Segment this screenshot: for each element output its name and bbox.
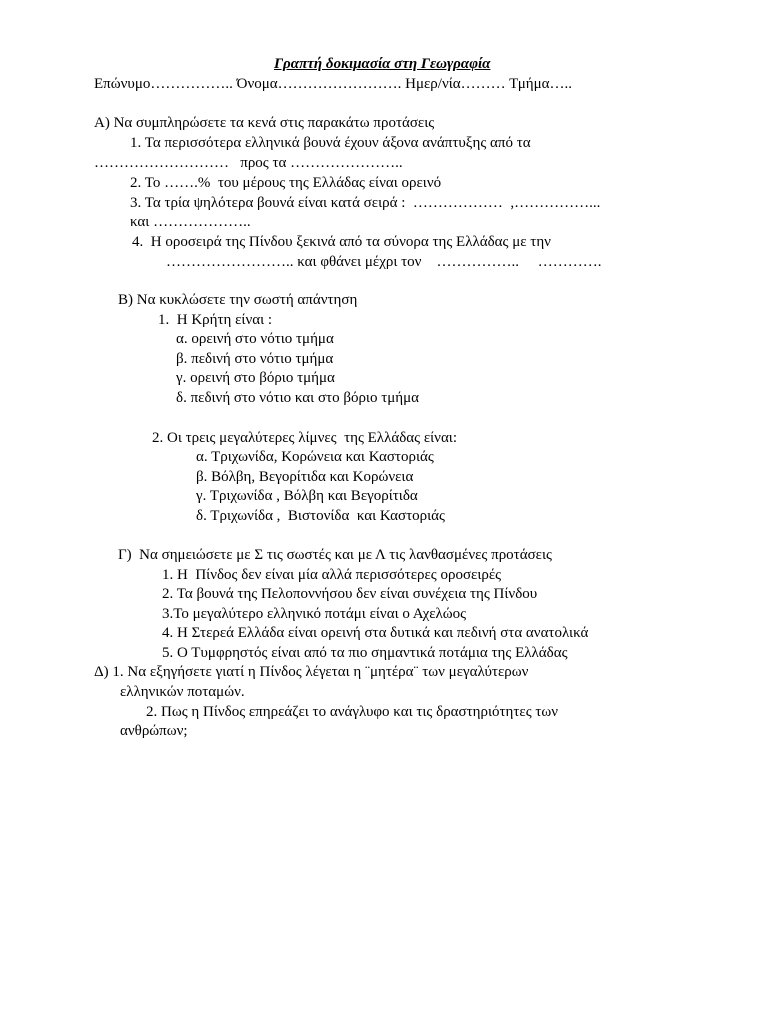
section-b-q2: 2. Οι τρεις μεγαλύτερες λίμνες της Ελλάδας είναι:	[152, 430, 458, 446]
section-a-item-3-cont: και ………………..	[130, 214, 251, 230]
section-a-item-2: 2. Το …….% του μέρους της Ελλάδας είναι ορεινό	[130, 175, 442, 191]
section-a-heading: Α) Να συμπληρώσετε τα κενά στις παρακάτω προτάσεις	[94, 115, 435, 131]
section-a-item-3: 3. Τα τρία ψηλότερα βουνά είναι κατά σειρά : ……………… ,……………...	[130, 195, 601, 211]
section-b-q1-option: α. ορεινή στο νότιο τμήμα	[176, 331, 334, 347]
section-d-q1-cont: ελληνικών ποταμών.	[120, 684, 245, 700]
section-b-q1-option: δ. πεδινή στο νότιο και στο βόριο τμήμα	[176, 390, 420, 406]
section-a-item-1-blanks: ……………………… προς τα …………………..	[94, 155, 403, 171]
section-c-item: 5. Ο Τυμφρηστός είναι από τα πιο σημαντικά ποτάμια της Ελλάδας	[162, 645, 568, 661]
section-b-q1-option: β. πεδινή στο νότιο τμήμα	[176, 351, 334, 367]
section-b-q2-option: α. Τριχωνίδα, Κορώνεια και Καστοριάς	[196, 449, 434, 465]
section-b-q1-option: γ. ορεινή στο βόριο τμήμα	[176, 370, 335, 386]
section-a-item-4: 4. Η οροσειρά της Πίνδου ξεκινά από τα σύνορα της Ελλάδας με την	[132, 234, 551, 250]
section-b-q2-option: γ. Τριχωνίδα , Βόλβη και Βεγορίτιδα	[196, 488, 418, 504]
student-info-line: Επώνυμο…………….. Όνομα……………………. Ημερ/νία……… Τμήμα…..	[94, 76, 573, 92]
section-b-q2-option: β. Βόλβη, Βεγορίτιδα και Κορώνεια	[196, 469, 414, 485]
section-b-q1: 1. Η Κρήτη είναι :	[158, 312, 273, 328]
page-title: Γραπτή δοκιμασία στη Γεωγραφία	[274, 56, 491, 72]
section-a-item-4-blanks: …………………….. και φθάνει μέχρι τον …………….. ………….	[166, 254, 602, 270]
section-b-heading: Β) Να κυκλώσετε την σωστή απάντηση	[118, 292, 358, 308]
section-b-q2-option: δ. Τριχωνίδα , Βιστονίδα και Καστοριάς	[196, 508, 445, 524]
section-c-item: 4. Η Στερεά Ελλάδα είναι ορεινή στα δυτικά και πεδινή στα ανατολικά	[162, 625, 589, 641]
section-c-heading: Γ) Να σημειώσετε με Σ τις σωστές και με Λ τις λανθασμένες προτάσεις	[118, 547, 552, 563]
section-d-q2: 2. Πως η Πίνδος επηρεάζει το ανάγλυφο και τις δραστηριότητες των	[146, 704, 559, 720]
section-c-item: 1. Η Πίνδος δεν είναι μία αλλά περισσότερες οροσειρές	[162, 567, 502, 583]
section-c-item: 2. Τα βουνά της Πελοποννήσου δεν είναι συνέχεια της Πίνδου	[162, 586, 538, 602]
section-a-item-1: 1. Τα περισσότερα ελληνικά βουνά έχουν άξονα ανάπτυξης από τα	[130, 135, 531, 151]
section-d-q2-cont: ανθρώπων;	[120, 723, 188, 739]
section-d-q1: Δ) 1. Να εξηγήσετε γιατί η Πίνδος λέγεται η ¨μητέρα¨ των μεγαλύτερων	[94, 664, 529, 680]
section-c-item: 3.Το μεγαλύτερο ελληνικό ποτάμι είναι ο Αχελώος	[162, 606, 467, 622]
